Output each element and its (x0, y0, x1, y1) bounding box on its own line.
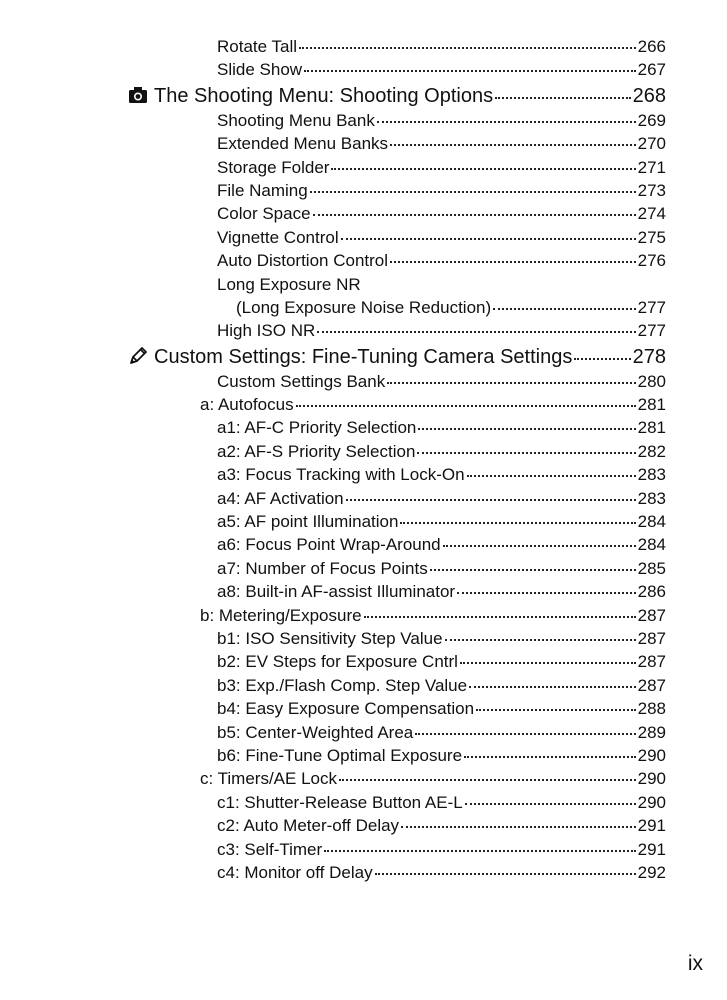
dot-leader (469, 685, 636, 688)
toc-entry[interactable] (0, 557, 727, 580)
toc-entry[interactable] (0, 35, 727, 58)
toc-entry-label: a: Autofocus (200, 395, 294, 415)
toc-entry-label: a7: Number of Focus Points (217, 558, 428, 578)
toc-entry-page-number: 284 (637, 512, 666, 532)
toc-entry-label: Storage Folder (217, 157, 330, 177)
toc-entry-label: Auto Distortion Control (217, 251, 389, 271)
toc-entry-page-number: 278 (632, 345, 666, 368)
toc-entry[interactable] (0, 226, 727, 249)
toc-entry[interactable] (0, 674, 727, 697)
toc-entry-label: c4: Monitor off Delay (217, 862, 373, 882)
toc-entry-label: a1: AF-C Priority Selection (217, 418, 417, 438)
toc-entry[interactable] (0, 202, 727, 225)
toc-entry-page-number: 290 (637, 769, 666, 789)
toc-entry-label: c2: Auto Meter-off Delay (217, 816, 400, 836)
toc-entry-page-number: 292 (637, 862, 666, 882)
toc-entry[interactable] (0, 273, 727, 296)
dot-leader (460, 661, 636, 664)
toc-entry[interactable] (0, 393, 727, 416)
dot-leader (415, 732, 635, 735)
toc-entry-label: b1: ISO Sensitivity Step Value (217, 628, 443, 648)
toc-entry-label: c1: Shutter-Release Button AE-L (217, 792, 463, 812)
toc-section-entry[interactable] (0, 82, 727, 109)
toc-entry-page-number: 273 (637, 180, 666, 200)
toc-entry-page-number: 266 (637, 37, 666, 56)
toc-entry[interactable] (0, 440, 727, 463)
toc-entry[interactable] (0, 132, 727, 155)
dot-leader (418, 427, 635, 430)
dot-leader (296, 404, 636, 407)
dot-leader (390, 260, 636, 263)
toc-entry[interactable] (0, 463, 727, 486)
toc-entry-label: b2: EV Steps for Exposure Cntrl (217, 652, 458, 672)
toc-entry-label: c3: Self-Timer (217, 839, 323, 859)
toc-entry[interactable] (0, 721, 727, 744)
toc-entry-page-number: 281 (637, 395, 666, 415)
toc-entry-label: Custom Settings: Fine-Tuning Camera Settings (154, 345, 573, 368)
dot-leader (401, 825, 636, 828)
toc-entry-page-number: 281 (637, 418, 666, 438)
pencil-icon (128, 346, 148, 366)
dot-leader (476, 708, 636, 711)
toc-entry-label: File Naming (217, 180, 308, 200)
toc-entry-label: Vignette Control (217, 227, 339, 247)
toc-entry-page-number: 271 (637, 157, 666, 177)
toc-entry-label: b5: Center-Weighted Area (217, 722, 414, 742)
toc-entry-page-number: 284 (637, 535, 666, 555)
toc-entry[interactable] (0, 627, 727, 650)
toc-entry-page-number: 288 (637, 699, 666, 719)
dot-leader (495, 96, 631, 99)
toc-entry[interactable] (0, 744, 727, 767)
dot-leader (390, 143, 636, 146)
toc-entry-page-number: 283 (637, 488, 666, 508)
toc-entry-label: a8: Built-in AF-assist Illuminator (217, 582, 456, 602)
dot-leader (339, 778, 636, 781)
dot-leader (324, 849, 635, 852)
dot-leader (465, 802, 636, 805)
toc-entry-page-number: 287 (637, 605, 666, 625)
dot-leader (574, 357, 630, 360)
toc-entry[interactable] (0, 767, 727, 790)
toc-entry-label: Custom Settings Bank (217, 371, 386, 391)
dot-leader (310, 190, 636, 193)
toc-entry-page-number: 289 (637, 722, 666, 742)
toc-entry-label: c: Timers/AE Lock (200, 769, 337, 789)
toc-entry-page-number: 268 (632, 84, 666, 107)
page-number: ix (687, 952, 703, 975)
table-of-contents (0, 35, 727, 884)
toc-entry-label: a3: Focus Tracking with Lock-On (217, 465, 465, 485)
toc-entry[interactable] (0, 296, 727, 319)
toc-entry-label: Color Space (217, 204, 311, 224)
toc-entry-label: a4: AF Activation (217, 488, 344, 508)
toc-section-entry[interactable] (0, 343, 727, 370)
toc-entry-page-number: 275 (637, 227, 666, 247)
camera-icon (128, 85, 148, 105)
dot-leader (299, 46, 636, 49)
toc-entry-label: Long Exposure NR (217, 274, 361, 294)
toc-entry-page-number: 277 (637, 297, 666, 317)
dot-leader (364, 615, 636, 618)
toc-entry-page-number: 287 (637, 652, 666, 672)
toc-entry-label: b4: Easy Exposure Compensation (217, 699, 475, 719)
toc-entry-page-number: 287 (637, 675, 666, 695)
toc-entry[interactable] (0, 487, 727, 510)
toc-entry-page-number: 285 (637, 558, 666, 578)
dot-leader (346, 498, 636, 501)
toc-entry[interactable] (0, 58, 727, 81)
toc-entry-page-number: 282 (637, 441, 666, 461)
toc-entry[interactable] (0, 814, 727, 837)
dot-leader (331, 167, 635, 170)
toc-entry[interactable] (0, 179, 727, 202)
dot-leader (377, 120, 636, 123)
toc-entry-page-number: 286 (637, 582, 666, 602)
dot-leader (417, 451, 635, 454)
dot-leader (375, 872, 636, 875)
toc-entry-page-number: 291 (637, 839, 666, 859)
dot-leader (304, 69, 636, 72)
toc-entry-page-number: 290 (637, 745, 666, 765)
toc-entry-page-number: 277 (637, 321, 666, 341)
toc-entry[interactable] (0, 319, 727, 342)
toc-entry-label: b3: Exp./Flash Comp. Step Value (217, 675, 468, 695)
dot-leader (317, 330, 635, 333)
toc-entry-page-number: 276 (637, 251, 666, 271)
toc-entry[interactable] (0, 156, 727, 179)
toc-entry-label: a5: AF point Illumination (217, 512, 399, 532)
toc-entry-page-number: 270 (637, 134, 666, 154)
dot-leader (445, 638, 636, 641)
toc-entry[interactable] (0, 109, 727, 132)
toc-entry[interactable] (0, 604, 727, 627)
dot-leader (430, 568, 636, 571)
toc-entry[interactable] (0, 791, 727, 814)
toc-entry-page-number: 274 (637, 204, 666, 224)
dot-leader (493, 307, 635, 310)
toc-entry[interactable] (0, 370, 727, 393)
toc-entry-label: Slide Show (217, 60, 303, 80)
toc-entry-page-number: 290 (637, 792, 666, 812)
toc-entry-page-number: 269 (637, 110, 666, 130)
toc-entry-label: High ISO NR (217, 321, 316, 341)
toc-entry-label: The Shooting Menu: Shooting Options (154, 84, 494, 107)
toc-entry-page-number: 287 (637, 628, 666, 648)
toc-entry-label: b6: Fine-Tune Optimal Exposure (217, 745, 463, 765)
toc-entry[interactable] (0, 533, 727, 556)
dot-leader (387, 381, 635, 384)
toc-entry-page-number: 280 (637, 371, 666, 391)
toc-entry[interactable] (0, 249, 727, 272)
toc-entry-label: Rotate Tall (217, 37, 298, 56)
toc-entry-label: (Long Exposure Noise Reduction) (236, 297, 492, 317)
toc-entry-label: a6: Focus Point Wrap-Around (217, 535, 441, 555)
toc-entry-label: b: Metering/Exposure (200, 605, 362, 625)
toc-entry[interactable] (0, 580, 727, 603)
toc-entry[interactable] (0, 650, 727, 673)
dot-leader (341, 237, 636, 240)
toc-entry-page-number: 283 (637, 465, 666, 485)
toc-entry-label: Extended Menu Banks (217, 134, 389, 154)
dot-leader (443, 544, 636, 547)
dot-leader (400, 521, 635, 524)
dot-leader (313, 213, 636, 216)
dot-leader (457, 591, 636, 594)
dot-leader (464, 755, 636, 758)
toc-entry[interactable] (0, 861, 727, 884)
toc-entry[interactable] (0, 510, 727, 533)
toc-entry[interactable] (0, 697, 727, 720)
toc-entry-page-number: 267 (637, 60, 666, 80)
toc-entry-label: Shooting Menu Bank (217, 110, 375, 130)
toc-entry[interactable] (0, 416, 727, 439)
toc-entry-page-number: 291 (637, 816, 666, 836)
toc-entry[interactable] (0, 838, 727, 861)
dot-leader (467, 474, 636, 477)
toc-entry-label: a2: AF-S Priority Selection (217, 441, 416, 461)
